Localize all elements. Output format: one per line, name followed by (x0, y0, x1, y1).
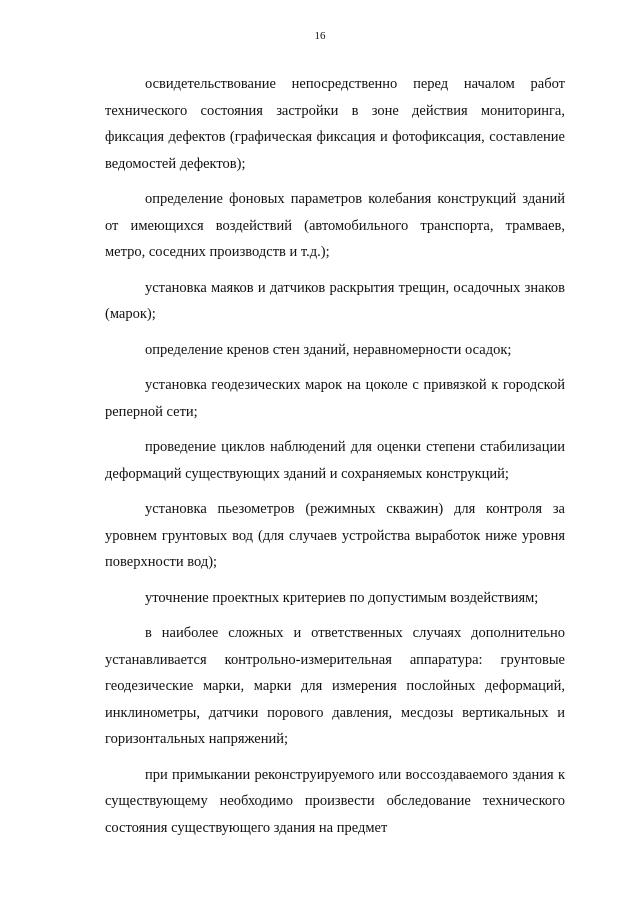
paragraph-10: при примыкании реконструируемого или воссоздаваемого здания к существующему необходимо произвести обследование технического состояния существующего здания на предмет (105, 766, 565, 836)
paragraph-4: определение кренов стен зданий, неравномерности осадок; (145, 341, 512, 358)
paragraph-8: уточнение проектных критериев по допустимым воздействиям; (145, 589, 539, 606)
document-body (105, 71, 565, 850)
paragraph-9: в наиболее сложных и ответственных случаях дополнительно устанавливается контрольно-измерительная аппаратура: грунтовые геодезические марки, марки для измерения послойных деформаций, инклинометры, датчики порового давления, месдозы вертикальных и горизонтальных напряжений; (105, 625, 565, 747)
paragraph-2: определение фоновых параметров колебания конструкций зданий от имеющихся воздействий (автомобильного транспорта, трамваев, метро, соседних производств и т.д.); (105, 191, 565, 260)
page-number: 16 (314, 30, 326, 42)
paragraph-6: проведение циклов наблюдений для оценки степени стабилизации деформаций существующих зданий и сохраняемых конструкций; (105, 439, 565, 482)
paragraph-3: установка маяков и датчиков раскрытия трещин, осадочных знаков (марок); (105, 279, 565, 322)
paragraph-1: освидетельствование непосредственно перед началом работ технического состояния застройки в зоне действия мониторинга, фиксация дефектов (графическая фиксация и фотофиксация, составление ведомостей дефектов); (105, 76, 565, 172)
paragraph-7: установка пьезометров (режимных скважин) для контроля за уровнем грунтовых вод (для случаев устройства выработок ниже уровня поверхности вод); (105, 501, 565, 570)
paragraph-5: установка геодезических марок на цоколе с привязкой к городской реперной сети; (105, 377, 565, 420)
